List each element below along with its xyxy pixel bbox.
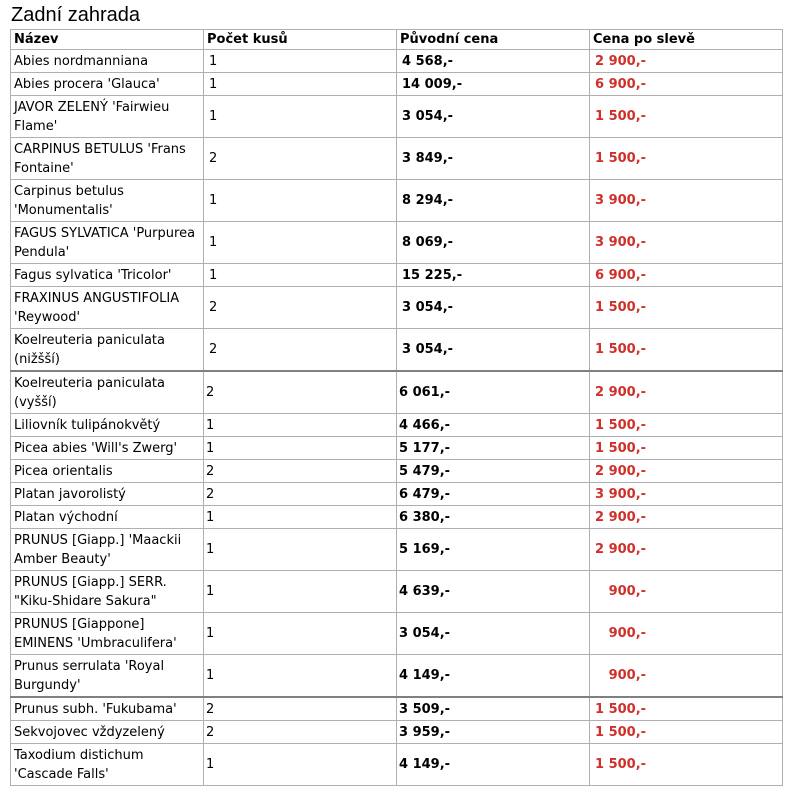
cell-original-price: 5 169,-: [397, 529, 590, 571]
cell-name: Prunus serrulata 'Royal Burgundy': [11, 655, 204, 698]
cell-qty: 2: [204, 138, 397, 180]
cell-name: Prunus subh. 'Fukubama': [11, 697, 204, 721]
cell-name: Liliovník tulipánokvětý: [11, 414, 204, 437]
cell-qty: 2: [204, 371, 397, 414]
table-row: [11, 721, 783, 744]
cell-qty: 2: [204, 483, 397, 506]
cell-qty: 1: [204, 529, 397, 571]
cell-qty: 1: [204, 50, 397, 73]
cell-sale-price: 900,-: [590, 655, 783, 698]
header-qty: Počet kusů: [204, 30, 397, 50]
header-original-price: Původní cena: [397, 30, 590, 50]
cell-original-price: 4 149,-: [397, 655, 590, 698]
cell-qty: 1: [204, 73, 397, 96]
table-row: [11, 655, 783, 698]
table-row: [11, 529, 783, 571]
cell-name: Sekvojovec vždyzelený: [11, 721, 204, 744]
cell-qty: 1: [204, 96, 397, 138]
table-row: [11, 96, 783, 138]
cell-original-price: 3 509,-: [397, 697, 590, 721]
cell-sale-price: 6 900,-: [590, 264, 783, 287]
cell-sale-price: 900,-: [590, 613, 783, 655]
cell-qty: 1: [204, 744, 397, 786]
cell-original-price: 4 639,-: [397, 571, 590, 613]
cell-sale-price: 3 900,-: [590, 180, 783, 222]
cell-qty: 2: [204, 460, 397, 483]
cell-name: JAVOR ZELENÝ 'Fairwieu Flame': [11, 96, 204, 138]
cell-sale-price: 1 500,-: [590, 721, 783, 744]
cell-sale-price: 1 500,-: [590, 96, 783, 138]
table-row: [11, 138, 783, 180]
cell-sale-price: 1 500,-: [590, 697, 783, 721]
cell-original-price: 6 380,-: [397, 506, 590, 529]
cell-name: Carpinus betulus 'Monumentalis': [11, 180, 204, 222]
cell-original-price: 3 959,-: [397, 721, 590, 744]
cell-original-price: 3 849,-: [397, 138, 590, 180]
cell-qty: 1: [204, 506, 397, 529]
table-row: [11, 180, 783, 222]
cell-qty: 1: [204, 222, 397, 264]
cell-name: Platan javorolistý: [11, 483, 204, 506]
cell-sale-price: 6 900,-: [590, 73, 783, 96]
cell-name: CARPINUS BETULUS 'Frans Fontaine': [11, 138, 204, 180]
cell-original-price: 4 466,-: [397, 414, 590, 437]
cell-original-price: 15 225,-: [397, 264, 590, 287]
cell-original-price: 3 054,-: [397, 96, 590, 138]
cell-sale-price: 3 900,-: [590, 483, 783, 506]
cell-qty: 2: [204, 721, 397, 744]
cell-sale-price: 2 900,-: [590, 529, 783, 571]
cell-original-price: 6 061,-: [397, 371, 590, 414]
table-row: [11, 613, 783, 655]
cell-qty: 2: [204, 697, 397, 721]
cell-sale-price: 1 500,-: [590, 744, 783, 786]
table-row: [11, 744, 783, 786]
cell-original-price: 3 054,-: [397, 329, 590, 372]
table-row: [11, 506, 783, 529]
cell-sale-price: 1 500,-: [590, 414, 783, 437]
cell-sale-price: 1 500,-: [590, 329, 783, 372]
cell-sale-price: 2 900,-: [590, 371, 783, 414]
cell-name: Picea orientalis: [11, 460, 204, 483]
cell-qty: 2: [204, 287, 397, 329]
cell-qty: 1: [204, 264, 397, 287]
cell-original-price: 4 149,-: [397, 744, 590, 786]
cell-sale-price: 1 500,-: [590, 437, 783, 460]
cell-sale-price: 2 900,-: [590, 506, 783, 529]
table-row: [11, 264, 783, 287]
cell-qty: 1: [204, 655, 397, 698]
cell-original-price: 3 054,-: [397, 287, 590, 329]
cell-name: Abies nordmanniana: [11, 50, 204, 73]
header-sale-price: Cena po slevě: [590, 30, 783, 50]
table-row: [11, 414, 783, 437]
cell-original-price: 5 479,-: [397, 460, 590, 483]
cell-name: Picea abies 'Will's Zwerg': [11, 437, 204, 460]
table-row: [11, 460, 783, 483]
header-row: [11, 30, 783, 50]
cell-qty: 1: [204, 613, 397, 655]
price-table: [10, 29, 783, 786]
cell-original-price: 8 069,-: [397, 222, 590, 264]
cell-sale-price: 2 900,-: [590, 50, 783, 73]
page-title: Zadní zahrada: [11, 4, 140, 26]
table-row: [11, 483, 783, 506]
cell-name: PRUNUS [Giapp.] 'Maackii Amber Beauty': [11, 529, 204, 571]
cell-original-price: 3 054,-: [397, 613, 590, 655]
cell-qty: 1: [204, 571, 397, 613]
cell-sale-price: 3 900,-: [590, 222, 783, 264]
cell-qty: 1: [204, 437, 397, 460]
table-row: [11, 697, 783, 721]
table-row: [11, 371, 783, 414]
cell-name: Abies procera 'Glauca': [11, 73, 204, 96]
cell-name: Koelreuteria paniculata (nižšší): [11, 329, 204, 372]
cell-qty: 1: [204, 180, 397, 222]
cell-name: Taxodium distichum 'Cascade Falls': [11, 744, 204, 786]
table-row: [11, 50, 783, 73]
cell-name: Fagus sylvatica 'Tricolor': [11, 264, 204, 287]
cell-original-price: 14 009,-: [397, 73, 590, 96]
cell-original-price: 4 568,-: [397, 50, 590, 73]
cell-original-price: 5 177,-: [397, 437, 590, 460]
table-row: [11, 287, 783, 329]
cell-original-price: 6 479,-: [397, 483, 590, 506]
cell-qty: 1: [204, 414, 397, 437]
table-row: [11, 437, 783, 460]
cell-name: PRUNUS [Giappone] EMINENS 'Umbraculifera': [11, 613, 204, 655]
cell-name: Koelreuteria paniculata (vyšší): [11, 371, 204, 414]
header-name: Název: [11, 30, 204, 50]
table-row: [11, 73, 783, 96]
table-row: [11, 222, 783, 264]
cell-name: FAGUS SYLVATICA 'Purpurea Pendula': [11, 222, 204, 264]
cell-sale-price: 1 500,-: [590, 138, 783, 180]
table-row: [11, 329, 783, 372]
table-row: [11, 571, 783, 613]
cell-name: PRUNUS [Giapp.] SERR. "Kiku-Shidare Sakura": [11, 571, 204, 613]
cell-name: Platan východní: [11, 506, 204, 529]
cell-sale-price: 1 500,-: [590, 287, 783, 329]
cell-original-price: 8 294,-: [397, 180, 590, 222]
cell-qty: 2: [204, 329, 397, 372]
cell-sale-price: 900,-: [590, 571, 783, 613]
cell-name: FRAXINUS ANGUSTIFOLIA 'Reywood': [11, 287, 204, 329]
cell-sale-price: 2 900,-: [590, 460, 783, 483]
